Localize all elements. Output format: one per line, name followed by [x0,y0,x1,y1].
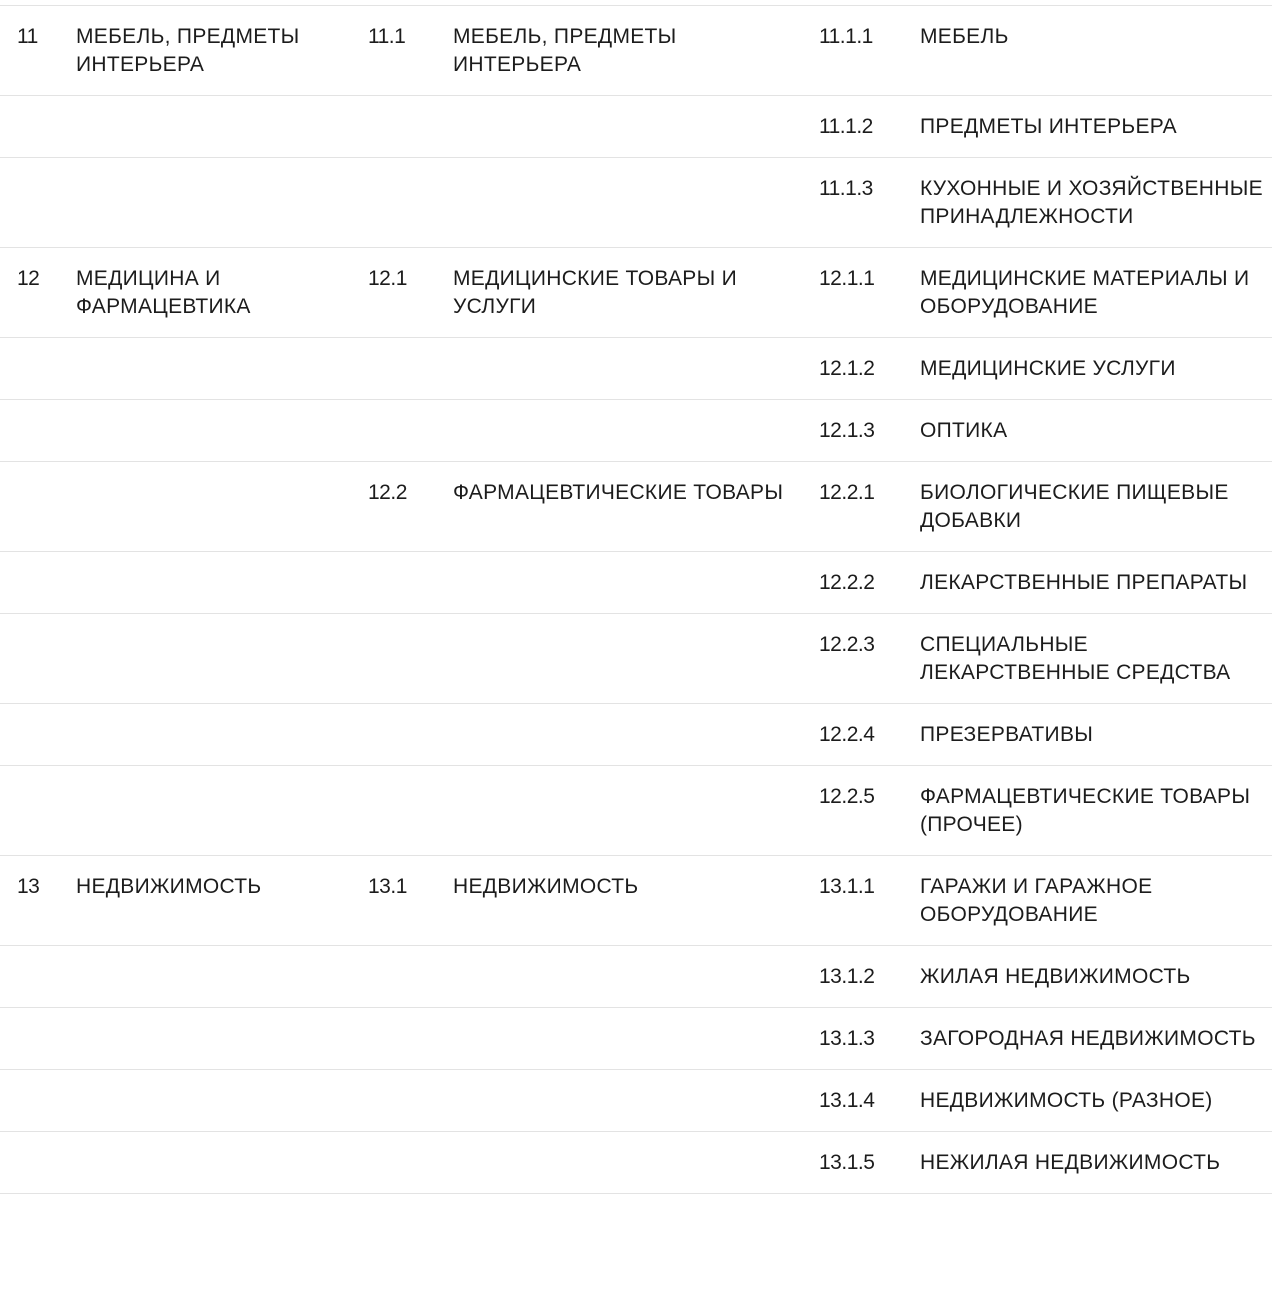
level2-code [368,704,453,765]
level2-name [453,614,819,703]
level1-code [0,1008,75,1069]
level2-name: НЕДВИЖИМОСТЬ [453,875,639,898]
level3-name: КУХОННЫЕ И ХОЗЯЙСТВЕННЫЕ ПРИНАДЛЕЖНОСТИ [920,177,1263,228]
level1-name: МЕДИЦИНА И ФАРМАЦЕВТИКА [76,267,251,318]
level3-name: СПЕЦИАЛЬНЫЕ ЛЕКАРСТВЕННЫЕ СРЕДСТВА [920,633,1231,684]
level1-code [0,400,75,461]
level1-name [75,400,368,461]
level1-code [0,462,75,551]
level1-code [0,552,75,613]
table-row [0,96,1272,158]
level3-code: 13.1.1 [819,875,875,898]
level2-name [453,766,819,855]
level3-code: 12.2.4 [819,723,875,746]
level3-name: ФАРМАЦЕВТИЧЕСКИЕ ТОВАРЫ (ПРОЧЕЕ) [920,785,1251,836]
level1-name [75,704,368,765]
level2-name: ФАРМАЦЕВТИЧЕСКИЕ ТОВАРЫ [453,481,784,504]
level2-name: МЕБЕЛЬ, ПРЕДМЕТЫ ИНТЕРЬЕРА [453,25,677,76]
level1-name [75,1008,368,1069]
level1-code [0,338,75,399]
level2-code [368,1008,453,1069]
table-row [0,158,1272,248]
table-row [0,704,1272,766]
level2-code [368,552,453,613]
level2-code: 11.1 [368,25,406,48]
level3-name: ОПТИКА [920,419,1008,442]
level3-code: 13.1.5 [819,1151,875,1174]
level2-name [453,338,819,399]
level2-code: 12.1 [368,267,407,290]
level2-name [453,96,819,157]
level3-name: НЕЖИЛАЯ НЕДВИЖИМОСТЬ [920,1151,1221,1174]
level1-code [0,158,75,247]
table-row [0,946,1272,1008]
level2-name [453,1132,819,1193]
table-row [0,1008,1272,1070]
level1-code [0,1132,75,1193]
level2-name [453,552,819,613]
level2-name [453,400,819,461]
table-row [0,614,1272,704]
table-row [0,400,1272,462]
level3-name: ЗАГОРОДНАЯ НЕДВИЖИМОСТЬ [920,1027,1256,1050]
level2-code [368,400,453,461]
level2-name [453,1008,819,1069]
level3-name: НЕДВИЖИМОСТЬ (РАЗНОЕ) [920,1089,1213,1112]
level1-name: МЕБЕЛЬ, ПРЕДМЕТЫ ИНТЕРЬЕРА [76,25,300,76]
level3-name: ЛЕКАРСТВЕННЫЕ ПРЕПАРАТЫ [920,571,1248,594]
level1-name [75,96,368,157]
level1-code [0,614,75,703]
level2-name [453,1070,819,1131]
table-row [0,1132,1272,1194]
level2-name [453,704,819,765]
level2-code [368,338,453,399]
level1-code [0,946,75,1007]
level2-code: 13.1 [368,875,407,898]
level1-code: 11 [17,25,38,48]
table-row [0,552,1272,614]
level1-name [75,1132,368,1193]
table-row [0,6,1272,96]
level3-name: МЕБЕЛЬ [920,25,1009,48]
table-row [0,856,1272,946]
level1-code [0,704,75,765]
level3-code: 12.1.2 [819,357,875,380]
level2-name [453,158,819,247]
level2-code [368,614,453,703]
level3-code: 12.1.1 [819,267,875,290]
level3-name: ПРЕЗЕРВАТИВЫ [920,723,1094,746]
level3-code: 11.1.3 [819,177,873,200]
level3-name: МЕДИЦИНСКИЕ МАТЕРИАЛЫ И ОБОРУДОВАНИЕ [920,267,1250,318]
level1-name [75,462,368,551]
level2-name [453,946,819,1007]
level1-code [0,1070,75,1131]
table-row [0,1070,1272,1132]
level3-code: 13.1.3 [819,1027,875,1050]
level2-code [368,946,453,1007]
level3-name: ГАРАЖИ И ГАРАЖНОЕ ОБОРУДОВАНИЕ [920,875,1153,926]
level2-code [368,158,453,247]
level2-code: 12.2 [368,481,407,504]
table-row [0,766,1272,856]
level3-code: 12.2.3 [819,633,875,656]
level1-code: 13 [17,875,40,898]
level3-code: 12.2.5 [819,785,875,808]
level2-code [368,1070,453,1131]
level3-code: 12.1.3 [819,419,875,442]
level2-code [368,96,453,157]
level3-code: 13.1.4 [819,1089,875,1112]
level3-name: ЖИЛАЯ НЕДВИЖИМОСТЬ [920,965,1191,988]
level1-name [75,338,368,399]
level1-name: НЕДВИЖИМОСТЬ [76,875,262,898]
level1-code [0,96,75,157]
level3-name: ПРЕДМЕТЫ ИНТЕРЬЕРА [920,115,1177,138]
table-row [0,338,1272,400]
level1-name [75,1070,368,1131]
level2-code [368,1132,453,1193]
category-table [0,5,1272,1194]
level3-code: 13.1.2 [819,965,875,988]
level3-code: 12.2.1 [819,481,875,504]
level1-code [0,766,75,855]
level1-name [75,614,368,703]
level2-code [368,766,453,855]
level3-name: БИОЛОГИЧЕСКИЕ ПИЩЕВЫЕ ДОБАВКИ [920,481,1229,532]
level1-name [75,552,368,613]
level3-name: МЕДИЦИНСКИЕ УСЛУГИ [920,357,1176,380]
level2-name: МЕДИЦИНСКИЕ ТОВАРЫ И УСЛУГИ [453,267,738,318]
level1-name [75,766,368,855]
level3-code: 11.1.1 [819,25,873,48]
table-row [0,462,1272,552]
level1-name [75,158,368,247]
level1-code: 12 [17,267,40,290]
table-row [0,248,1272,338]
level3-code: 12.2.2 [819,571,875,594]
level3-code: 11.1.2 [819,115,873,138]
level1-name [75,946,368,1007]
